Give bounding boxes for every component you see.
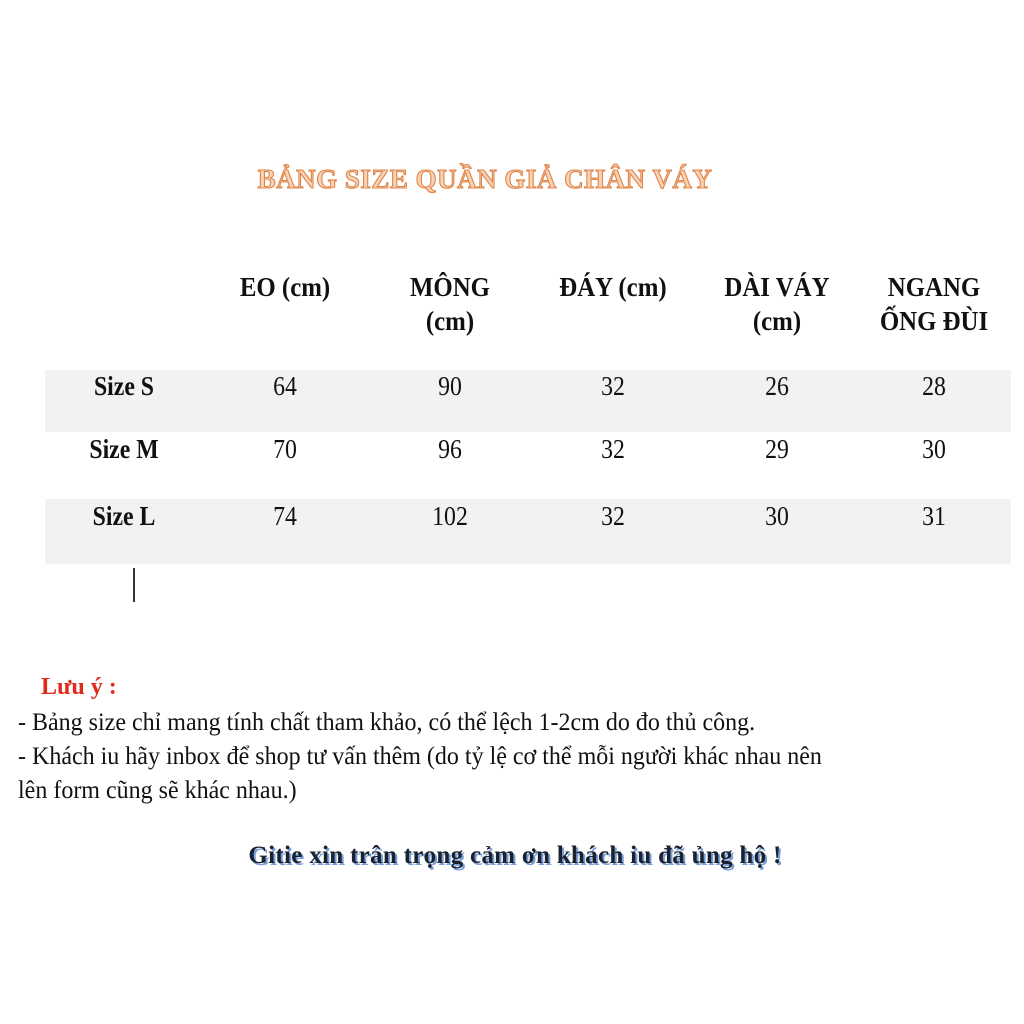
- text-cursor: [133, 568, 135, 602]
- cell-ngang-ong-dui: 31: [922, 501, 946, 531]
- cell-mong: 96: [438, 434, 462, 464]
- cell-eo: 74: [273, 501, 297, 531]
- row-label: Size S: [93, 371, 155, 401]
- cell-ngang-ong-dui: 28: [922, 371, 946, 401]
- note-line: lên form cũng sẽ khác nhau.): [18, 777, 297, 804]
- cell-ngang-ong-dui: 30: [922, 434, 946, 464]
- cell-dai-vay: 30: [765, 501, 789, 531]
- page-title: BẢNG SIZE QUẦN GIẢ CHÂN VÁY: [257, 164, 713, 194]
- header-eo: EO (cm): [239, 272, 331, 302]
- cell-mong: 90: [438, 371, 462, 401]
- row-label: Size L: [92, 501, 156, 531]
- notes-heading: Lưu ý :: [41, 674, 117, 700]
- thank-you-message: Gitie xin trân trọng cảm ơn khách iu đã ủng hộ !: [248, 842, 782, 869]
- cell-dai-vay: 26: [765, 371, 789, 401]
- cell-dai-vay: 29: [765, 434, 789, 464]
- header-dai-vay: DÀI VÁY (cm): [724, 272, 830, 336]
- cell-day: 32: [601, 371, 625, 401]
- row-stripe-s: [45, 370, 1011, 432]
- header-ngang-ong-dui: NGANG ỐNG ĐÙI: [879, 272, 989, 336]
- row-stripe-l: [45, 499, 1011, 564]
- header-mong: MÔNG (cm): [409, 272, 491, 336]
- cell-eo: 64: [273, 371, 297, 401]
- row-label: Size M: [89, 434, 159, 464]
- cell-mong: 102: [432, 501, 468, 531]
- note-line: - Khách iu hãy inbox để shop tư vấn thêm (do tỷ lệ cơ thể mỗi người khác nhau nên: [18, 743, 822, 770]
- header-day: ĐÁY (cm): [559, 272, 667, 302]
- note-line: - Bảng size chỉ mang tính chất tham khảo, có thể lệch 1-2cm do đo thủ công.: [18, 709, 756, 736]
- cell-day: 32: [601, 501, 625, 531]
- cell-day: 32: [601, 434, 625, 464]
- cell-eo: 70: [273, 434, 297, 464]
